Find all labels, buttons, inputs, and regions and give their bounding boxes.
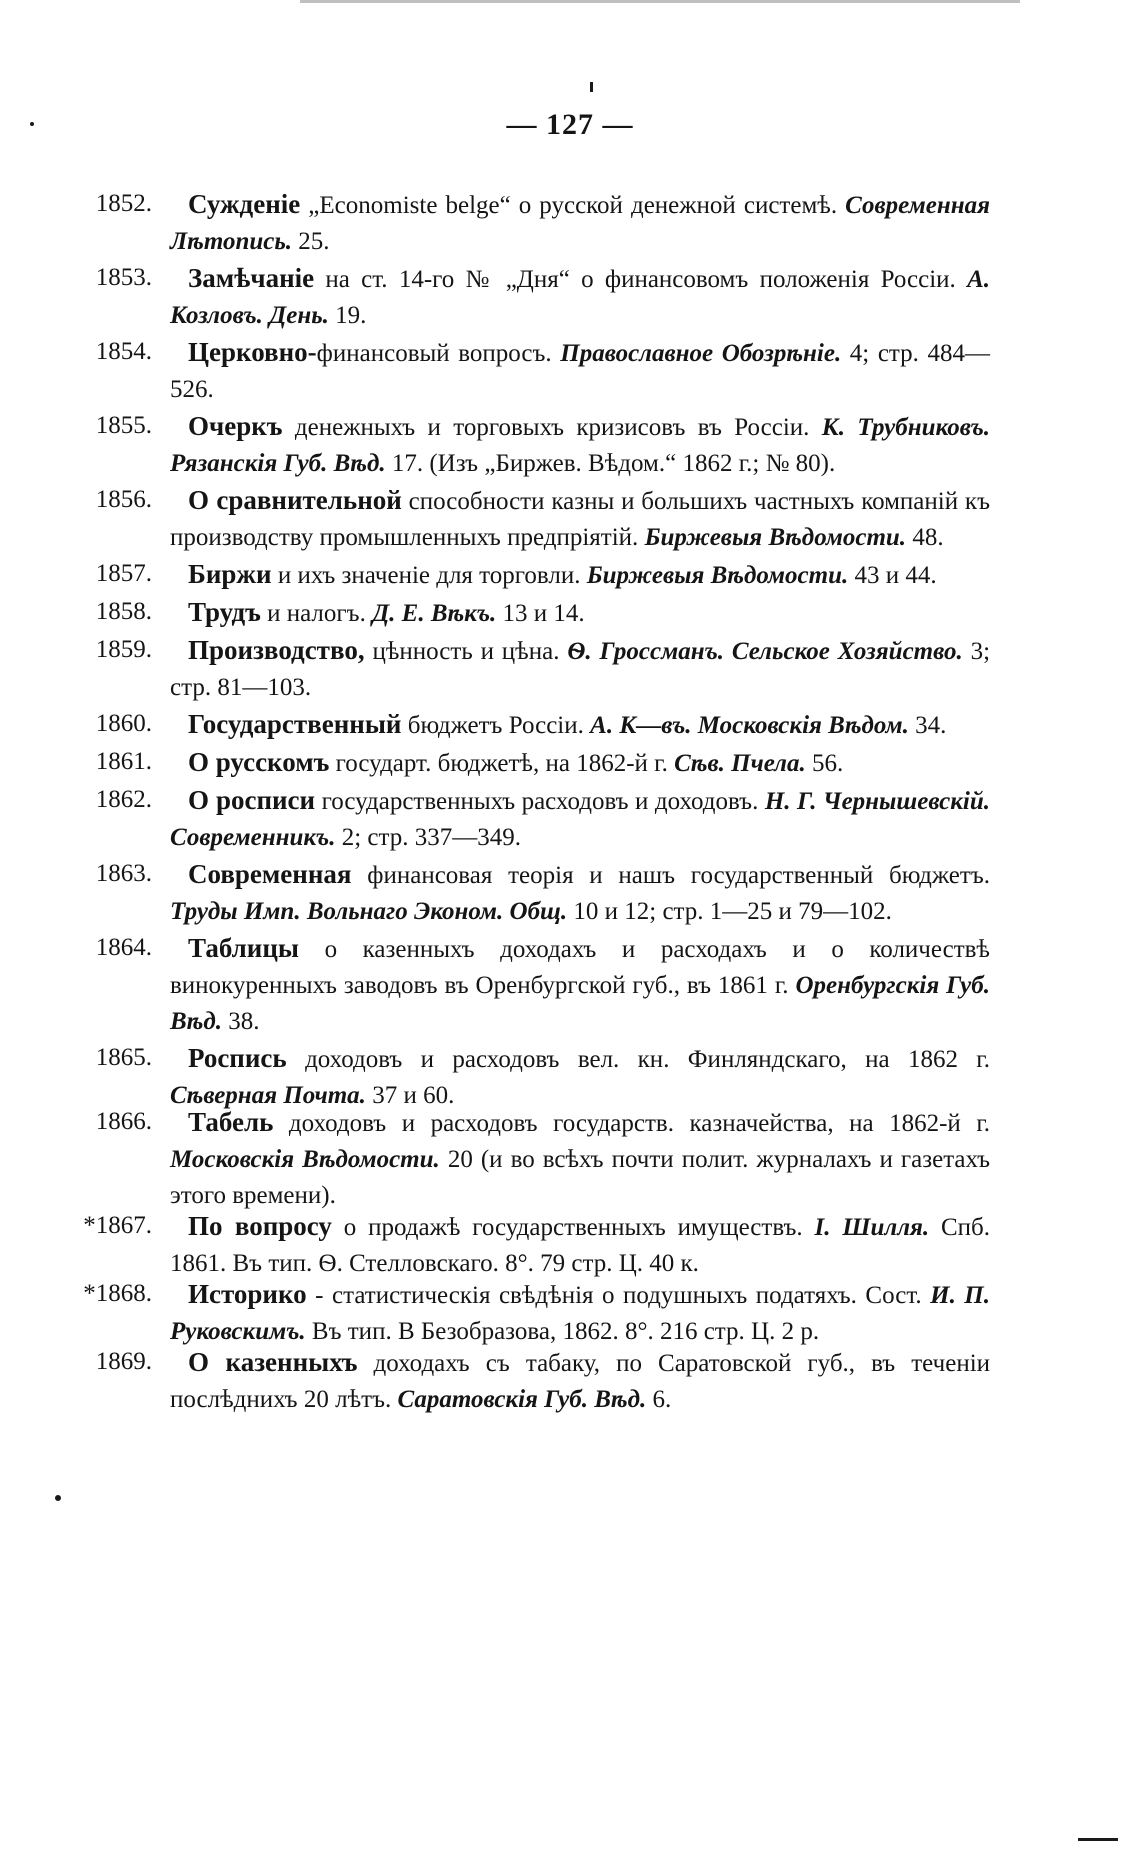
entry-text: государственныхъ расходовъ и доходовъ. bbox=[321, 788, 759, 815]
bibliography-entry bbox=[0, 482, 1140, 556]
entry-heading: Трудъ bbox=[188, 597, 261, 627]
entry-number: 1853. bbox=[95, 264, 152, 291]
scan-speck bbox=[55, 1495, 61, 1501]
entry-text: государт. бюджетѣ, на 1862-й г. bbox=[335, 750, 668, 777]
entry-tail: Спб. 1861. Въ тип. Ѳ. Стелловскаго. 8°. 79 стр. Ц. 40 к. bbox=[170, 1214, 991, 1277]
entry-number: 1857. bbox=[95, 560, 152, 587]
entry-number: 1865. bbox=[95, 1044, 152, 1071]
entry-source: Н. Г. Чернышевскій. Современникъ. bbox=[170, 788, 991, 851]
bibliography-list bbox=[0, 186, 1140, 1418]
entry-heading: О росписи bbox=[188, 785, 316, 815]
entry-tail: 38. bbox=[228, 1008, 260, 1035]
entry-heading: Сужденіе bbox=[188, 189, 301, 219]
top-edge-rule bbox=[300, 0, 1020, 3]
entry-tail: 25. bbox=[298, 228, 330, 255]
bibliography-entry bbox=[0, 594, 1140, 632]
entry-number: 1869. bbox=[95, 1348, 152, 1375]
entry-source: Труды Имп. Вольнаго Эконом. Общ. bbox=[170, 898, 568, 925]
entry-text: „Economiste belge“ о русской денежной системѣ. bbox=[308, 192, 838, 219]
entry-heading: Табель bbox=[188, 1107, 274, 1137]
entry-heading: Биржи bbox=[188, 559, 272, 589]
entry-body bbox=[170, 482, 990, 556]
bibliography-entry bbox=[0, 334, 1140, 408]
bibliography-entry bbox=[0, 856, 1140, 930]
bibliography-entry bbox=[0, 260, 1140, 334]
entry-text: финансовая теорія и нашъ государственный бюджетъ. bbox=[367, 862, 991, 889]
entry-body bbox=[170, 856, 990, 930]
entry-body bbox=[170, 1104, 990, 1214]
bibliography-entry bbox=[0, 782, 1140, 856]
entry-number: 1856. bbox=[95, 486, 152, 513]
entry-heading: Таблицы bbox=[188, 933, 300, 963]
entry-heading: Государственный bbox=[188, 709, 402, 739]
entry-heading: По вопросу bbox=[188, 1211, 332, 1241]
entry-text: о казенныхъ доходахъ и расходахъ и о количествѣ винокуренныхъ заводовъ въ Оренбургской губ., въ 1861 г. bbox=[170, 936, 990, 999]
entry-body bbox=[170, 334, 990, 408]
entry-heading: О казенныхъ bbox=[188, 1347, 358, 1377]
entry-tail: 4; стр. 484—526. bbox=[170, 340, 991, 403]
entry-body bbox=[170, 1208, 990, 1282]
entry-source: Ѳ. Гроссманъ. Сельское Хозяйство. bbox=[567, 638, 963, 665]
entry-source: Биржевыя Вѣдомости. bbox=[644, 524, 907, 551]
entry-text: бюджетъ Россіи. bbox=[407, 712, 584, 739]
entry-number: 1861. bbox=[95, 748, 152, 775]
entry-number: 1852. bbox=[95, 190, 152, 217]
entry-tail: 20 (и во всѣхъ почти полит. журналахъ и газетахъ этого времени). bbox=[170, 1146, 991, 1209]
entry-heading: Замѣчаніе bbox=[188, 263, 315, 293]
entry-source: Православное Обозрѣніе. bbox=[560, 340, 842, 367]
entry-source: Сѣв. Пчела. bbox=[674, 750, 806, 777]
entry-heading: О русскомъ bbox=[188, 747, 330, 777]
entry-number: 1863. bbox=[95, 860, 152, 887]
entry-body bbox=[170, 782, 990, 856]
entry-body bbox=[170, 930, 990, 1040]
entry-tail: 17. (Изъ „Биржев. Вѣдом.“ 1862 г.; № 80). bbox=[391, 450, 836, 477]
entry-number: 1859. bbox=[95, 636, 152, 663]
entry-text: на ст. 14-го № „Дня“ о финансовомъ положенія Россіи. bbox=[325, 266, 956, 293]
entry-text: денежныхъ и торговыхъ кризисовъ въ Россіи. bbox=[294, 414, 810, 441]
entry-text: доходовъ и расходовъ вел. кн. Финляндскаго, на 1862 г. bbox=[305, 1046, 990, 1073]
bibliography-entry bbox=[0, 1208, 1140, 1282]
bibliography-entry bbox=[0, 930, 1140, 1040]
entry-number: 1854. bbox=[95, 338, 152, 365]
entry-source: А. К—въ. Московскія Вѣдом. bbox=[590, 712, 909, 739]
entry-number: *1868. bbox=[83, 1280, 152, 1307]
scan-speck bbox=[1078, 1838, 1118, 1841]
entry-source: А. Козловъ. День. bbox=[170, 266, 991, 329]
entry-body bbox=[170, 260, 990, 334]
entry-text: финансовый вопросъ. bbox=[316, 340, 552, 367]
entry-source: Биржевыя Вѣдомости. bbox=[586, 562, 849, 589]
entry-heading: Производство, bbox=[188, 635, 365, 665]
bibliography-entry bbox=[0, 1344, 1140, 1418]
entry-text: доходахъ съ табаку, по Саратовской губ., въ теченіи послѣднихъ 20 лѣтъ. bbox=[170, 1350, 991, 1413]
entry-body bbox=[170, 1276, 990, 1350]
entry-heading: Роспись bbox=[188, 1043, 287, 1073]
entry-tail: 19. bbox=[335, 302, 367, 329]
entry-number: 1855. bbox=[95, 412, 152, 439]
entry-heading: Современная bbox=[188, 859, 352, 889]
entry-body bbox=[170, 556, 990, 594]
entry-tail: 37 и 60. bbox=[372, 1082, 455, 1109]
entry-tail: 56. bbox=[812, 750, 844, 777]
entry-heading: Очеркъ bbox=[188, 411, 283, 441]
scan-speck bbox=[590, 82, 593, 92]
scan-speck bbox=[30, 122, 34, 126]
entry-source: Сѣверная Почта. bbox=[170, 1082, 366, 1109]
entry-number: 1860. bbox=[95, 710, 152, 737]
entry-number: 1862. bbox=[95, 786, 152, 813]
entry-tail: 2; стр. 337—349. bbox=[341, 824, 521, 851]
bibliography-entry bbox=[0, 1104, 1140, 1214]
entry-text: цѣнность и цѣна. bbox=[372, 638, 560, 665]
bibliography-entry bbox=[0, 1040, 1140, 1114]
bibliography-entry bbox=[0, 1276, 1140, 1350]
entry-text: о продажѣ государственныхъ имуществъ. bbox=[343, 1214, 803, 1241]
entry-source: I. Шилля. bbox=[814, 1214, 930, 1241]
entry-number: 1858. bbox=[95, 598, 152, 625]
entry-source: Московскія Вѣдомости. bbox=[170, 1146, 440, 1173]
entry-body bbox=[170, 1344, 990, 1418]
bibliography-entry bbox=[0, 556, 1140, 594]
entry-body bbox=[170, 744, 990, 782]
entry-heading: О сравнительной bbox=[188, 485, 402, 515]
entry-tail: 3; стр. 81—103. bbox=[170, 638, 991, 701]
entry-source: Д. Е. Вѣкъ. bbox=[372, 600, 497, 627]
page-number: — 127 — bbox=[506, 108, 634, 141]
entry-source: Современная Лѣтопись. bbox=[170, 192, 991, 255]
entry-number: 1864. bbox=[95, 934, 152, 961]
entry-tail: 13 и 14. bbox=[502, 600, 585, 627]
bibliography-entry bbox=[0, 706, 1140, 744]
entry-tail: 10 и 12; стр. 1—25 и 79—102. bbox=[573, 898, 892, 925]
entry-text: - статистическія свѣдѣнія о подушныхъ податяхъ. Сост. bbox=[315, 1282, 922, 1309]
entry-text: способности казны и большихъ частныхъ компаній къ производству промышленныхъ предпріятій. bbox=[170, 488, 991, 551]
entry-tail: 6. bbox=[652, 1386, 672, 1413]
bibliography-entry bbox=[0, 744, 1140, 782]
entry-body bbox=[170, 408, 990, 482]
entry-source: Оренбургскія Губ. Вѣд. bbox=[170, 972, 990, 1035]
entry-text: доходовъ и расходовъ государств. казначейства, на 1862-й г. bbox=[288, 1110, 991, 1137]
entry-heading: Историко bbox=[188, 1279, 307, 1309]
entry-body bbox=[170, 186, 990, 260]
entry-source: И. П. Руковскимъ. bbox=[170, 1282, 991, 1345]
entry-body bbox=[170, 632, 990, 706]
entry-tail: 34. bbox=[915, 712, 947, 739]
entry-body bbox=[170, 706, 990, 744]
entry-number: *1867. bbox=[83, 1212, 152, 1239]
entry-body bbox=[170, 594, 990, 632]
entry-heading: Церковно- bbox=[188, 337, 317, 367]
entry-source: К. Трубниковъ. Рязанскія Губ. Вѣд. bbox=[170, 414, 991, 477]
entry-tail: 43 и 44. bbox=[854, 562, 937, 589]
entry-source: Саратовскія Губ. Вѣд. bbox=[397, 1386, 647, 1413]
entry-number: 1866. bbox=[95, 1108, 152, 1135]
bibliography-entry bbox=[0, 408, 1140, 482]
bibliography-entry bbox=[0, 186, 1140, 260]
entry-tail: Въ тип. В Безобразова, 1862. 8°. 216 стр. Ц. 2 р. bbox=[311, 1318, 820, 1345]
entry-text: и ихъ значеніе для торговли. bbox=[277, 562, 581, 589]
bibliography-entry bbox=[0, 632, 1140, 706]
entry-text: и налогъ. bbox=[267, 600, 366, 627]
entry-body bbox=[170, 1040, 990, 1114]
entry-tail: 48. bbox=[912, 524, 944, 551]
